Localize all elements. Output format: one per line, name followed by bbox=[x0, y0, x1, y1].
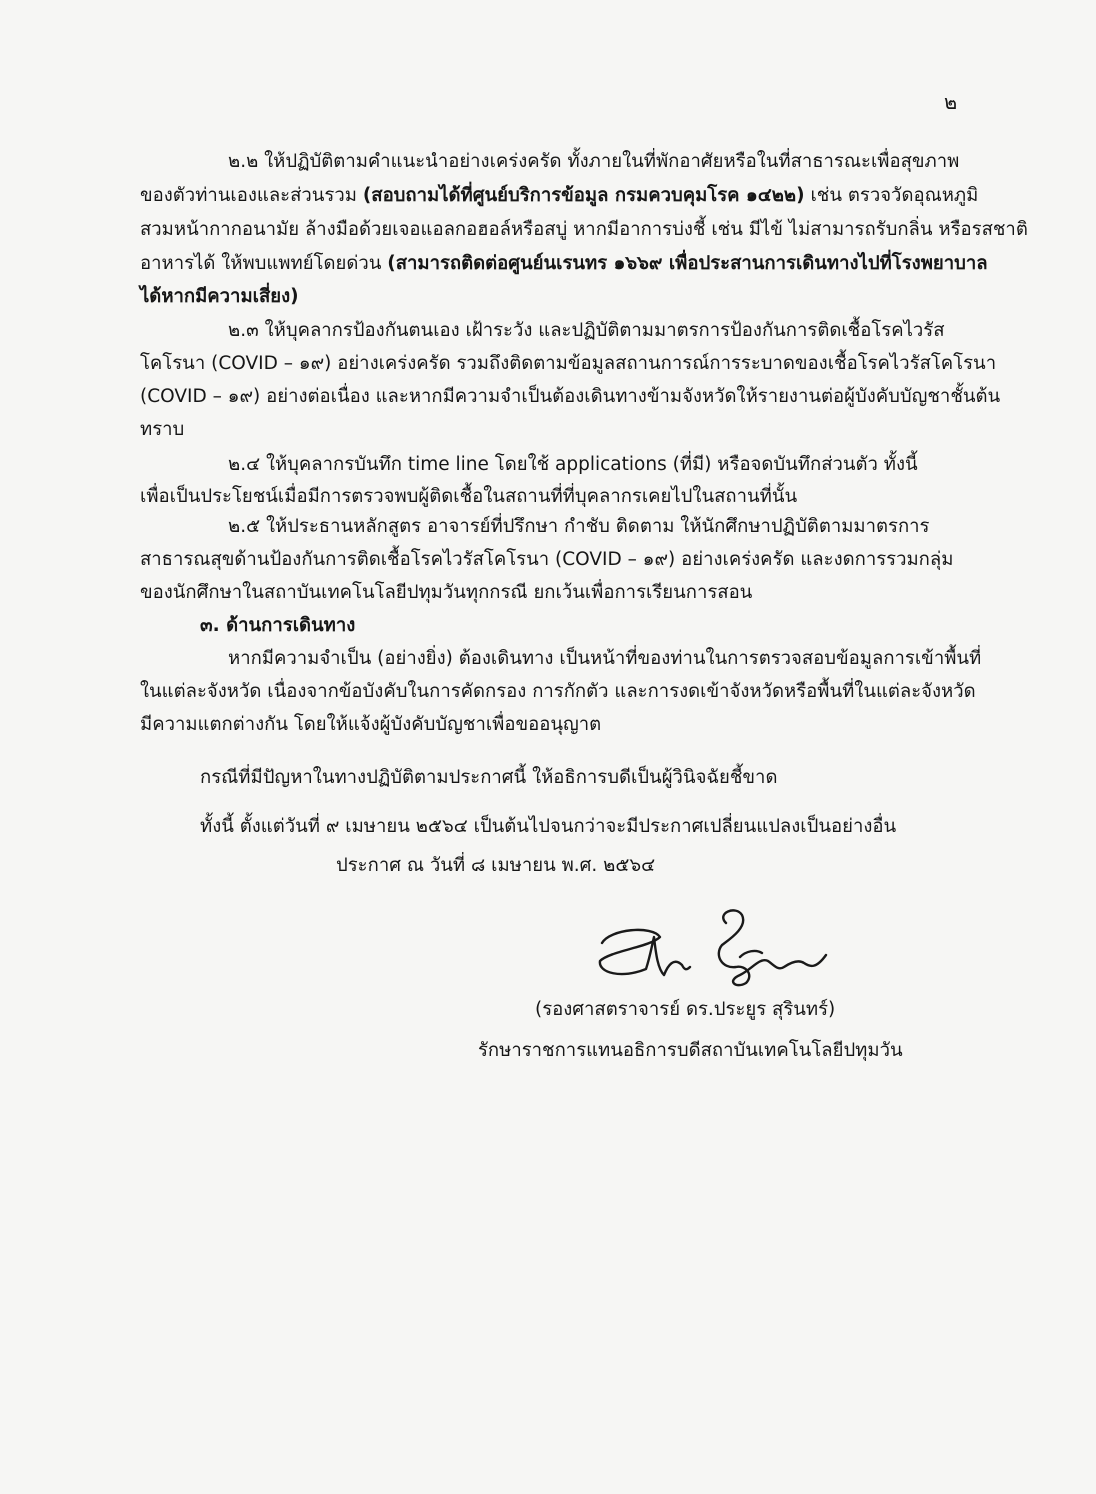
section-2-2-text: ของตัวท่านเองและส่วนรวม bbox=[140, 185, 363, 206]
section-2-2-line-2 bbox=[140, 182, 978, 210]
section-3-line-1: หากมีความจำเป็น (อย่างยิ่ง) ต้องเดินทาง เป็นหน้าที่ของท่านในการตรวจสอบข้อมูลการเข้าพื้นที่ bbox=[228, 648, 982, 669]
section-2-5-line-3: ของนักศึกษาในสถาบันเทคโนโลยีปทุมวันทุกกรณี ยกเว้นเพื่อการเรียนการสอน bbox=[140, 582, 753, 603]
problem-clause: กรณีที่มีปัญหาในทางปฏิบัติตามประกาศนี้ ให้อธิการบดีเป็นผู้วินิจฉัยชี้ขาด bbox=[200, 767, 778, 788]
section-2-4-line-2: เพื่อเป็นประโยชน์เมื่อมีการตรวจพบผู้ติดเชื้อในสถานที่ที่บุคลากรเคยไปในสถานที่นั้น bbox=[140, 486, 798, 507]
section-2-2-text-2: อาหารได้ ให้พบแพทย์โดยด่วน bbox=[140, 253, 388, 274]
signer-position: รักษาราชการแทนอธิการบดีสถาบันเทคโนโลยีปทุมวัน bbox=[478, 1040, 903, 1061]
section-2-3-line-3: (COVID – ๑๙) อย่างต่อเนื่อง และหากมีความจำเป็นต้องเดินทางข้ามจังหวัดให้รายงานต่อผู้บังคับบัญชาชั้นต้น bbox=[140, 386, 1001, 407]
section-2-3-line-1: ๒.๓ ให้บุคลากรป้องกันตนเอง เฝ้าระวัง และปฏิบัติตามมาตรการป้องกันการติดเชื้อโรคไวรัส bbox=[228, 320, 945, 341]
section-2-5-line-2: สาธารณสุขด้านป้องกันการติดเชื้อโรคไวรัสโคโรนา (COVID – ๑๙) อย่างเคร่งครัด และงดการรวมกลุ่ม bbox=[140, 549, 954, 570]
section-2-3-line-4: ทราบ bbox=[140, 419, 185, 440]
effective-date-clause: ทั้งนี้ ตั้งแต่วันที่ ๙ เมษายน ๒๕๖๔ เป็นต้นไปจนกว่าจะมีประกาศเปลี่ยนแปลงเป็นอย่างอื่น bbox=[200, 816, 897, 837]
section-3-line-3: มีความแตกต่างกัน โดยให้แจ้งผู้บังคับบัญชาเพื่อขออนุญาต bbox=[140, 714, 602, 735]
section-2-2-line-4 bbox=[140, 250, 988, 278]
section-3-heading: ๓. ด้านการเดินทาง bbox=[200, 615, 356, 636]
section-3-line-2: ในแต่ละจังหวัด เนื่องจากข้อบังคับในการคัดกรอง การกักตัว และการงดเข้าจังหวัดหรือพื้นที่ในแต่ละจังหวัด bbox=[140, 681, 976, 702]
page-number: ๒ bbox=[944, 90, 959, 114]
hotline-1669-note: (สามารถติดต่อศูนย์นเรนทร ๑๖๖๙ เพื่อประสานการเดินทางไปที่โรงพยาบาล bbox=[387, 253, 988, 274]
section-2-2-line-1: ๒.๒ ให้ปฏิบัติตามคำแนะนำอย่างเคร่งครัด ทั้งภายในที่พักอาศัยหรือในที่สาธารณะเพื่อสุขภาพ bbox=[228, 151, 960, 172]
hotline-1422-note: (สอบถามได้ที่ศูนย์บริการข้อมูล กรมควบคุมโรค ๑๔๒๒) bbox=[362, 185, 805, 206]
section-2-2-line-3: สวมหน้ากากอนามัย ล้างมือด้วยเจอแอลกอฮอล์หรือสบู่ หากมีอาการบ่งชี้ เช่น มีไข้ ไม่สามารถรับกลิ่น หรือรสชาติ bbox=[140, 219, 1028, 240]
section-2-4-line-1: ๒.๔ ให้บุคลากรบันทึก time line โดยใช้ applications (ที่มี) หรือจดบันทึกส่วนตัว ทั้งนี้ bbox=[228, 454, 918, 475]
section-2-5-line-1: ๒.๕ ให้ประธานหลักสูตร อาจารย์ที่ปรึกษา กำชับ ติดตาม ให้นักศึกษาปฏิบัติตามมาตรการ bbox=[228, 516, 930, 537]
handwritten-signature bbox=[590, 895, 840, 995]
section-2-2-line-5: ได้หากมีความเสี่ยง) bbox=[140, 286, 299, 307]
announcement-date: ประกาศ ณ วันที่ ๘ เมษายน พ.ศ. ๒๕๖๔ bbox=[336, 855, 656, 876]
section-2-2-text-cont: เช่น ตรวจวัดอุณหภูมิ bbox=[804, 185, 979, 206]
section-2-3-line-2: โคโรนา (COVID – ๑๙) อย่างเคร่งครัด รวมถึงติดตามข้อมูลสถานการณ์การระบาดของเชื้อโรคไวรัสโคโรนา bbox=[140, 353, 997, 374]
signer-name: (รองศาสตราจารย์ ดร.ประยูร สุรินทร์) bbox=[535, 999, 836, 1020]
